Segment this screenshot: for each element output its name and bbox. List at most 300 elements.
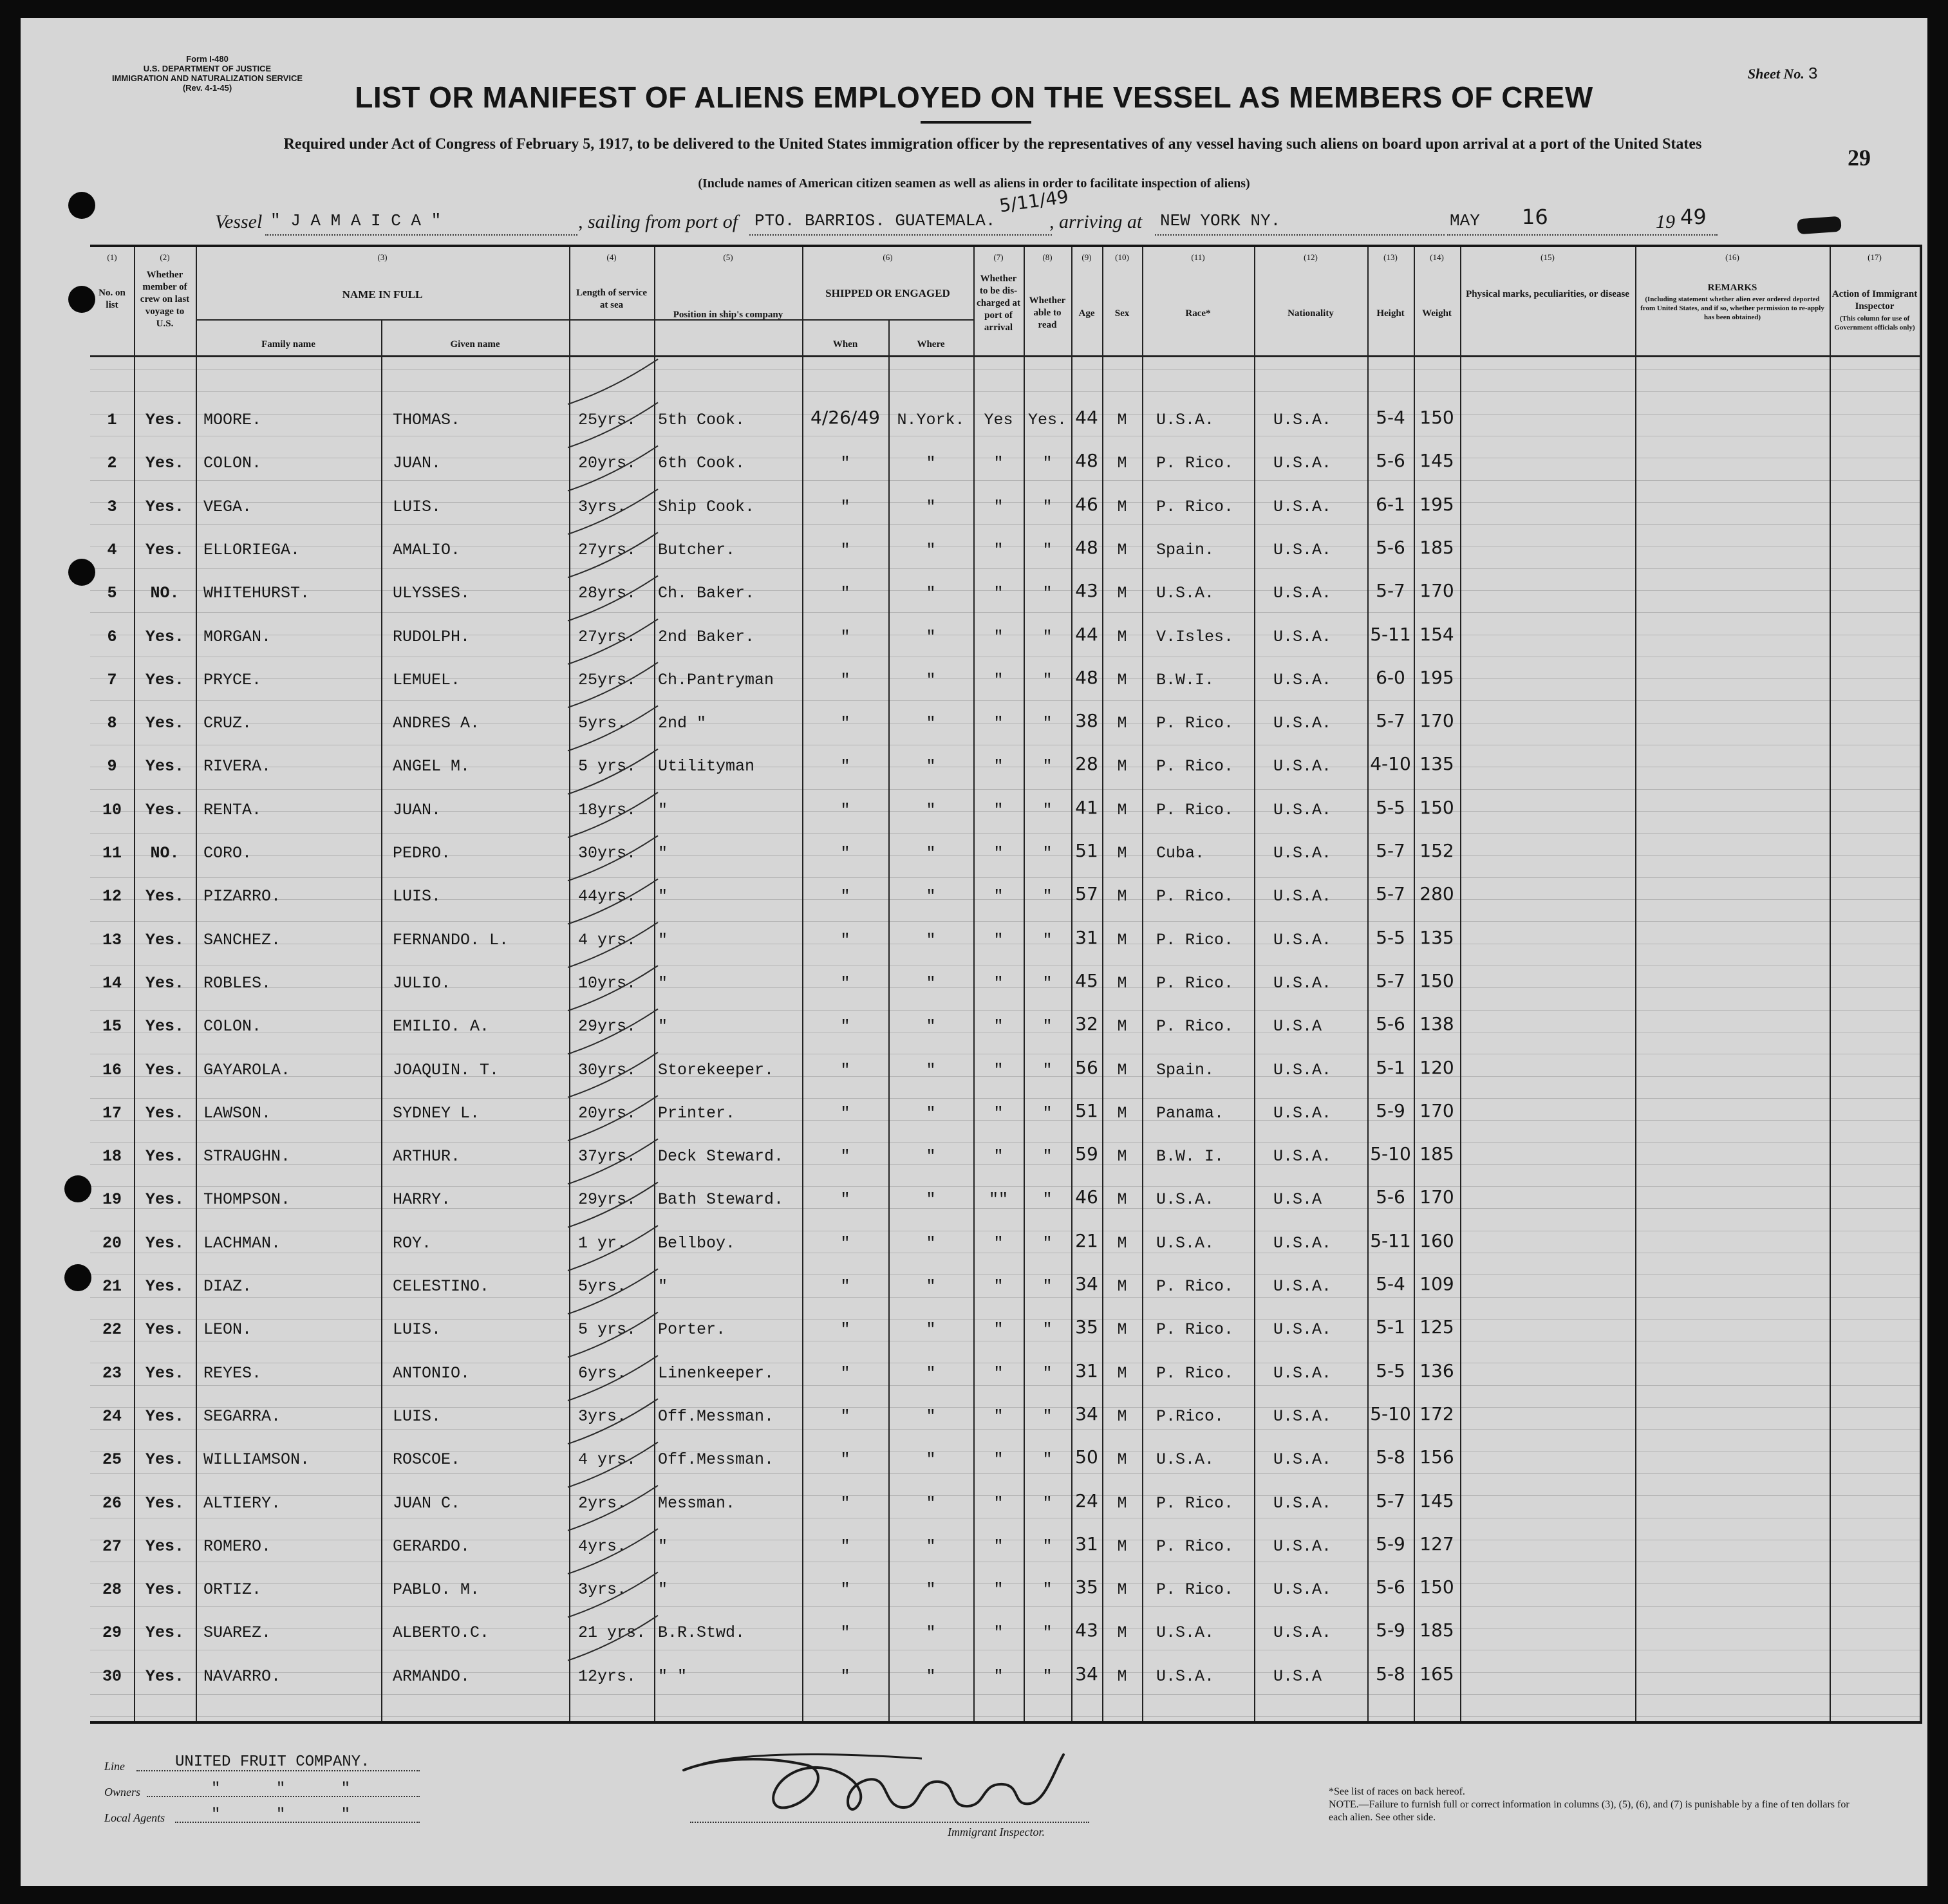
- column-number: (3): [377, 252, 388, 262]
- ruled-line: [90, 1694, 1920, 1695]
- cell-read: ": [1042, 1017, 1053, 1036]
- cell-race: U.S.A.: [1156, 584, 1215, 602]
- cell-position: ": [658, 1277, 668, 1296]
- cell-no: 19: [102, 1190, 122, 1209]
- races-note: *See list of races on back hereof.: [1329, 1786, 1465, 1797]
- cell-length: 21 yrs.: [578, 1623, 646, 1642]
- column-number: (9): [1082, 252, 1092, 262]
- sailing-label: , sailing from port of: [578, 211, 738, 232]
- cell-given: ARTHUR.: [393, 1147, 461, 1166]
- cell-no: 12: [102, 887, 122, 906]
- owners-value: " " ": [211, 1780, 351, 1798]
- cell-given: LUIS.: [393, 498, 442, 516]
- cell-position: ": [658, 931, 668, 949]
- handwritten-marks: [561, 353, 819, 1886]
- cell-given: HARRY.: [393, 1190, 451, 1209]
- cell-height: 5-4: [1376, 407, 1405, 428]
- cell-given: ROSCOE.: [393, 1450, 461, 1469]
- arrival-day: 16: [1522, 205, 1548, 229]
- cell-no: 30: [102, 1667, 122, 1686]
- cell-disch: ": [993, 801, 1004, 819]
- cell-member: Yes.: [145, 541, 184, 559]
- cell-weight: 150: [1419, 970, 1454, 991]
- cell-disch: ": [993, 584, 1004, 602]
- cell-height: 5-7: [1376, 970, 1405, 991]
- cell-length: 25yrs.: [578, 671, 637, 689]
- cell-read: ": [1042, 1277, 1053, 1296]
- column-header-position: Position in ship's company: [673, 310, 783, 320]
- cell-position: ": [658, 801, 668, 819]
- cell-weight: 170: [1419, 1100, 1454, 1121]
- cell-race: P. Rico.: [1156, 1494, 1234, 1513]
- cell-length: 6yrs.: [578, 1364, 627, 1383]
- page-title: LIST OR MANIFEST OF ALIENS EMPLOYED ON THE VESSEL AS MEMBERS OF CREW: [355, 80, 1593, 114]
- column-number: (1): [107, 252, 117, 262]
- cell-position: Linenkeeper.: [658, 1364, 774, 1383]
- cell-no: 2: [107, 454, 117, 472]
- cell-position: Off.Messman.: [658, 1407, 774, 1426]
- line-value: UNITED FRUIT COMPANY.: [175, 1753, 370, 1771]
- cell-length: 29yrs.: [578, 1190, 637, 1209]
- column-rule: [1367, 247, 1369, 1721]
- cell-position: Bellboy.: [658, 1234, 736, 1253]
- cell-when: ": [840, 498, 850, 516]
- column-header-physical: Physical marks, peculiarities, or disease: [1466, 289, 1629, 299]
- cell-family: SEGARRA.: [203, 1407, 281, 1426]
- cell-height: 5-5: [1376, 1360, 1405, 1381]
- header-bottom-rule: [90, 355, 1920, 357]
- cell-no: 14: [102, 974, 122, 993]
- cell-where: ": [926, 1234, 936, 1253]
- cell-disch: ": [993, 454, 1004, 472]
- cell-race: P. Rico.: [1156, 1580, 1234, 1599]
- cell-length: 12yrs.: [578, 1667, 637, 1686]
- cell-disch: ": [993, 1104, 1004, 1123]
- cell-where: ": [926, 584, 936, 602]
- signature-graphic: [677, 1744, 1089, 1822]
- cell-given: ANTONIO.: [393, 1364, 471, 1383]
- cell-member: Yes.: [145, 1017, 184, 1036]
- cell-sex: M: [1117, 1190, 1127, 1209]
- cell-family: ROMERO.: [203, 1537, 272, 1556]
- cell-given: EMILIO. A.: [393, 1017, 490, 1036]
- vessel-name-line: [265, 234, 577, 236]
- cell-height: 5-7: [1376, 883, 1405, 904]
- form-number: Form I-480: [186, 54, 229, 64]
- cell-age: 24: [1075, 1490, 1098, 1511]
- cell-weight: 145: [1419, 1490, 1454, 1511]
- cell-weight: 170: [1419, 710, 1454, 731]
- agents-label: Local Agents: [104, 1811, 165, 1824]
- cell-position: Storekeeper.: [658, 1061, 774, 1079]
- cell-race: Spain.: [1156, 541, 1215, 559]
- cell-race: P. Rico.: [1156, 498, 1234, 516]
- cell-nat: U.S.A.: [1273, 1623, 1332, 1642]
- cell-nat: U.S.A.: [1273, 498, 1332, 516]
- cell-length: 27yrs.: [578, 628, 637, 646]
- cell-position: ": [658, 974, 668, 993]
- column-rule: [1102, 247, 1103, 1721]
- cell-where: ": [926, 1061, 936, 1079]
- cell-position: Deck Steward.: [658, 1147, 784, 1166]
- cell-read: ": [1042, 1623, 1053, 1642]
- given-name-header: Given name: [450, 339, 500, 350]
- cell-age: 50: [1075, 1446, 1098, 1468]
- cell-family: DIAZ.: [203, 1277, 252, 1296]
- cell-disch: ": [993, 1147, 1004, 1166]
- cell-height: 6-0: [1376, 667, 1405, 688]
- cell-position: Ch.Pantryman: [658, 671, 774, 689]
- column-number: (11): [1191, 252, 1205, 262]
- cell-height: 5-6: [1376, 450, 1405, 471]
- cell-member: Yes.: [145, 1494, 184, 1513]
- tally-stroke: [568, 1356, 658, 1401]
- cell-when: ": [840, 1667, 850, 1686]
- column-rule: [1830, 247, 1831, 1721]
- ruled-line: [90, 789, 1920, 790]
- cell-weight: 185: [1419, 1143, 1454, 1164]
- cell-disch: ": [993, 974, 1004, 993]
- year-suffix: 49: [1680, 205, 1707, 229]
- cell-no: 23: [102, 1364, 122, 1383]
- cell-member: Yes.: [145, 1407, 184, 1426]
- tally-stroke: [568, 532, 658, 577]
- cell-length: 5 yrs.: [578, 1320, 637, 1339]
- cell-sex: M: [1117, 844, 1127, 863]
- cell-family: LAWSON.: [203, 1104, 272, 1123]
- tally-stroke: [568, 446, 658, 491]
- cell-height: 5-4: [1376, 1273, 1405, 1294]
- cell-sex: M: [1117, 974, 1127, 993]
- cell-disch: ": [993, 1277, 1004, 1296]
- cell-position: Utilityman: [658, 757, 755, 776]
- cell-weight: 185: [1419, 1619, 1454, 1641]
- cell-nat: U.S.A.: [1273, 454, 1332, 472]
- tally-stroke: [568, 1052, 658, 1097]
- cell-age: 44: [1075, 624, 1098, 645]
- tally-stroke: [568, 879, 658, 924]
- cell-disch: ": [993, 1234, 1004, 1253]
- tally-stroke: [568, 1399, 658, 1444]
- cell-weight: 185: [1419, 537, 1454, 558]
- cell-height: 5-7: [1376, 840, 1405, 861]
- cell-position: ": [658, 1017, 668, 1036]
- cell-length: 18yrs.: [578, 801, 637, 819]
- cell-position: ": [658, 1537, 668, 1556]
- cell-read: ": [1042, 887, 1053, 906]
- cell-weight: 152: [1419, 840, 1454, 861]
- cell-given: ARMANDO.: [393, 1667, 471, 1686]
- cell-when: ": [840, 757, 850, 776]
- cell-length: 4 yrs.: [578, 931, 637, 949]
- cell-where: ": [926, 1407, 936, 1426]
- cell-member: Yes.: [145, 714, 184, 733]
- ruled-line: [90, 833, 1920, 834]
- cell-position: B.R.Stwd.: [658, 1623, 745, 1642]
- cell-when: ": [840, 974, 850, 993]
- cell-age: 34: [1075, 1403, 1098, 1424]
- cell-disch: ": [993, 844, 1004, 863]
- cell-height: 5-6: [1376, 1186, 1405, 1208]
- cell-read: ": [1042, 1147, 1053, 1166]
- cell-family: ORTIZ.: [203, 1580, 262, 1599]
- ruled-line: [90, 1716, 1920, 1717]
- cell-read: ": [1042, 1104, 1053, 1123]
- cell-race: P.Rico.: [1156, 1407, 1224, 1426]
- tally-stroke: [568, 619, 658, 664]
- cell-where: ": [926, 541, 936, 559]
- sheet-number-value: 3: [1808, 64, 1818, 84]
- ruled-line: [90, 1319, 1920, 1320]
- year-prefix: 19: [1656, 211, 1675, 232]
- cell-race: Spain.: [1156, 1061, 1215, 1079]
- cell-family: WILLIAMSON.: [203, 1450, 310, 1469]
- cell-weight: 136: [1419, 1360, 1454, 1381]
- cell-age: 32: [1075, 1013, 1098, 1034]
- cell-where: ": [926, 1494, 936, 1513]
- service-name: IMMIGRATION AND NATURALIZATION SERVICE: [111, 73, 303, 83]
- cell-position: " ": [658, 1667, 688, 1686]
- ruled-line: [90, 612, 1920, 613]
- cell-sex: M: [1117, 1537, 1127, 1556]
- cell-member: NO.: [150, 844, 180, 863]
- cell-nat: U.S.A.: [1273, 1320, 1332, 1339]
- cell-where: ": [926, 1580, 936, 1599]
- sailing-port: PTO. BARRIOS. GUATEMALA.: [754, 211, 996, 230]
- ruled-line: [90, 921, 1920, 922]
- cell-age: 56: [1075, 1057, 1098, 1078]
- cell-weight: 150: [1419, 407, 1454, 428]
- ruled-line: [90, 1010, 1920, 1011]
- cell-race: P. Rico.: [1156, 801, 1234, 819]
- cell-weight: 138: [1419, 1013, 1454, 1034]
- tally-stroke: [568, 1572, 658, 1617]
- cell-when: ": [840, 1407, 850, 1426]
- cell-when: ": [840, 1450, 850, 1469]
- cell-weight: 135: [1419, 753, 1454, 774]
- cell-where: ": [926, 714, 936, 733]
- tally-stroke: [568, 1226, 658, 1271]
- cell-age: 44: [1075, 407, 1098, 428]
- cell-nat: U.S.A.: [1273, 628, 1332, 646]
- column-number: (17): [1868, 252, 1882, 262]
- cell-given: JOAQUIN. T.: [393, 1061, 500, 1079]
- cell-sex: M: [1117, 1147, 1127, 1166]
- cell-weight: 135: [1419, 927, 1454, 948]
- column-header-nationality: Nationality: [1288, 308, 1334, 319]
- cell-position: Ch. Baker.: [658, 584, 755, 602]
- ruled-line: [90, 1429, 1920, 1430]
- cell-family: PIZARRO.: [203, 887, 281, 906]
- cell-no: 1: [107, 411, 117, 429]
- cell-family: MOORE.: [203, 411, 262, 429]
- cell-family: ALTIERY.: [203, 1494, 281, 1513]
- cell-age: 48: [1075, 667, 1098, 688]
- column-header-weight: Weight: [1422, 308, 1452, 319]
- cell-given: SYDNEY L.: [393, 1104, 480, 1123]
- cell-race: U.S.A.: [1156, 1623, 1215, 1642]
- cell-read: ": [1042, 1537, 1053, 1556]
- line-label: Line: [104, 1760, 126, 1773]
- cell-read: ": [1042, 1234, 1053, 1253]
- cell-family: STRAUGHN.: [203, 1147, 291, 1166]
- name-header: NAME IN FULL: [342, 288, 423, 301]
- cell-height: 5-8: [1376, 1663, 1405, 1685]
- cell-nat: U.S.A: [1273, 1667, 1322, 1686]
- cell-sex: M: [1117, 454, 1127, 472]
- cell-member: Yes.: [145, 1277, 184, 1296]
- department: U.S. DEPARTMENT OF JUSTICE: [143, 64, 272, 73]
- cell-nat: U.S.A.: [1273, 714, 1332, 733]
- cell-when: ": [840, 454, 850, 472]
- cell-sex: M: [1117, 1407, 1127, 1426]
- cell-read: ": [1042, 931, 1053, 949]
- cell-weight: 280: [1419, 883, 1454, 904]
- tally-stroke: [568, 1616, 658, 1661]
- cell-given: CELESTINO.: [393, 1277, 490, 1296]
- column-number: (15): [1541, 252, 1555, 262]
- cell-nat: U.S.A.: [1273, 801, 1332, 819]
- cell-position: Bath Steward.: [658, 1190, 784, 1209]
- column-rule: [196, 247, 197, 1721]
- cell-race: P. Rico.: [1156, 974, 1234, 993]
- cell-read: ": [1042, 1320, 1053, 1339]
- tally-strokes: [561, 353, 819, 1886]
- cell-disch: ": [993, 628, 1004, 646]
- cell-read: ": [1042, 584, 1053, 602]
- cell-age: 59: [1075, 1143, 1098, 1164]
- cell-position: Printer.: [658, 1104, 736, 1123]
- crew-table: [90, 245, 1922, 1724]
- cell-weight: 150: [1419, 797, 1454, 818]
- cell-height: 5-1: [1376, 1057, 1405, 1078]
- cell-member: Yes.: [145, 974, 184, 993]
- cell-read: ": [1042, 498, 1053, 516]
- cell-when: ": [840, 1190, 850, 1209]
- column-header-remarks: REMARKS: [1707, 283, 1757, 293]
- cell-weight: 145: [1419, 450, 1454, 471]
- tally-stroke: [568, 1009, 658, 1054]
- cell-given: THOMAS.: [393, 411, 461, 429]
- cell-member: Yes.: [145, 1537, 184, 1556]
- column-header-height: Height: [1376, 308, 1405, 319]
- cell-length: 4 yrs.: [578, 1450, 637, 1469]
- ruled-line: [90, 1385, 1920, 1386]
- column-header-read: Whether able to read: [1029, 295, 1066, 330]
- tally-stroke: [568, 576, 658, 621]
- cell-weight: 125: [1419, 1316, 1454, 1338]
- cell-disch: ": [993, 1320, 1004, 1339]
- cell-where: ": [926, 1320, 936, 1339]
- cell-where: ": [926, 1277, 936, 1296]
- cell-age: 35: [1075, 1316, 1098, 1338]
- cell-length: 3yrs.: [578, 1580, 627, 1599]
- cell-where: N.York.: [897, 411, 965, 429]
- arriving-port: NEW YORK NY.: [1160, 211, 1281, 230]
- cell-height: 5-6: [1376, 1576, 1405, 1598]
- agents-value: " " ": [211, 1806, 351, 1824]
- ruled-line: [90, 1098, 1920, 1099]
- cell-race: V.Isles.: [1156, 628, 1234, 646]
- cell-position: ": [658, 1580, 668, 1599]
- cell-family: PRYCE.: [203, 671, 262, 689]
- cell-race: P. Rico.: [1156, 1364, 1234, 1383]
- tally-stroke: [568, 749, 658, 794]
- cell-race: P. Rico.: [1156, 1320, 1234, 1339]
- cell-race: U.S.A.: [1156, 1667, 1215, 1686]
- column-number: (6): [883, 252, 893, 262]
- cell-age: 45: [1075, 970, 1098, 991]
- cell-height: 4-10: [1370, 753, 1411, 774]
- cell-when: ": [840, 801, 850, 819]
- ruled-line: [90, 1142, 1920, 1143]
- cell-when: ": [840, 1147, 850, 1166]
- cell-family: COLON.: [203, 1017, 262, 1036]
- column-number: (8): [1042, 252, 1053, 262]
- cell-age: 38: [1075, 710, 1098, 731]
- cell-weight: 195: [1419, 494, 1454, 515]
- cell-height: 5-8: [1376, 1446, 1405, 1468]
- cell-family: NAVARRO.: [203, 1667, 281, 1686]
- cell-no: 8: [107, 714, 117, 733]
- cell-member: Yes.: [145, 887, 184, 906]
- cell-sex: M: [1117, 757, 1127, 776]
- subtitle: Required under Act of Congress of February 5, 1917, to be delivered to the United States immigration officer by the representatives of any vessel having such aliens on board upon arrival at a port of the United States: [283, 136, 1702, 153]
- cell-member: Yes.: [145, 1320, 184, 1339]
- cell-length: 1 yr.: [578, 1234, 627, 1253]
- cell-no: 29: [102, 1623, 122, 1642]
- tally-stroke: [568, 792, 658, 837]
- cell-position: 2nd ": [658, 714, 707, 733]
- column-header-sex: Sex: [1114, 308, 1130, 319]
- cell-when: ": [840, 931, 850, 949]
- cell-nat: U.S.A.: [1273, 1407, 1332, 1426]
- cell-height: 5-5: [1376, 927, 1405, 948]
- cell-length: 20yrs.: [578, 454, 637, 472]
- cell-length: 29yrs.: [578, 1017, 637, 1036]
- redaction-mark: [1797, 216, 1842, 235]
- cell-where: ": [926, 1364, 936, 1383]
- cell-disch: ": [993, 931, 1004, 949]
- tally-stroke: [568, 1269, 658, 1314]
- punch-hole: [68, 559, 95, 586]
- cell-given: AMALIO.: [393, 541, 461, 559]
- cell-length: 5 yrs.: [578, 757, 637, 776]
- cell-age: 34: [1075, 1663, 1098, 1685]
- cell-disch: ": [993, 1537, 1004, 1556]
- cell-member: Yes.: [145, 1104, 184, 1123]
- cell-member: Yes.: [145, 628, 184, 646]
- cell-nat: U.S.A.: [1273, 1537, 1332, 1556]
- cell-race: Cuba.: [1156, 844, 1205, 863]
- cell-sex: M: [1117, 1277, 1127, 1296]
- cell-where: ": [926, 1190, 936, 1209]
- cell-member: Yes.: [145, 1450, 184, 1469]
- cell-length: 20yrs.: [578, 1104, 637, 1123]
- cell-weight: 170: [1419, 580, 1454, 601]
- where-header: Where: [917, 339, 945, 350]
- cell-weight: 165: [1419, 1663, 1454, 1685]
- ruled-line: [90, 480, 1920, 481]
- cell-no: 16: [102, 1061, 122, 1079]
- cell-where: ": [926, 671, 936, 689]
- cell-where: ": [926, 844, 936, 863]
- cell-read: ": [1042, 801, 1053, 819]
- cell-no: 15: [102, 1017, 122, 1036]
- cell-sex: M: [1117, 931, 1127, 949]
- cell-given: PEDRO.: [393, 844, 451, 863]
- cell-weight: 156: [1419, 1446, 1454, 1468]
